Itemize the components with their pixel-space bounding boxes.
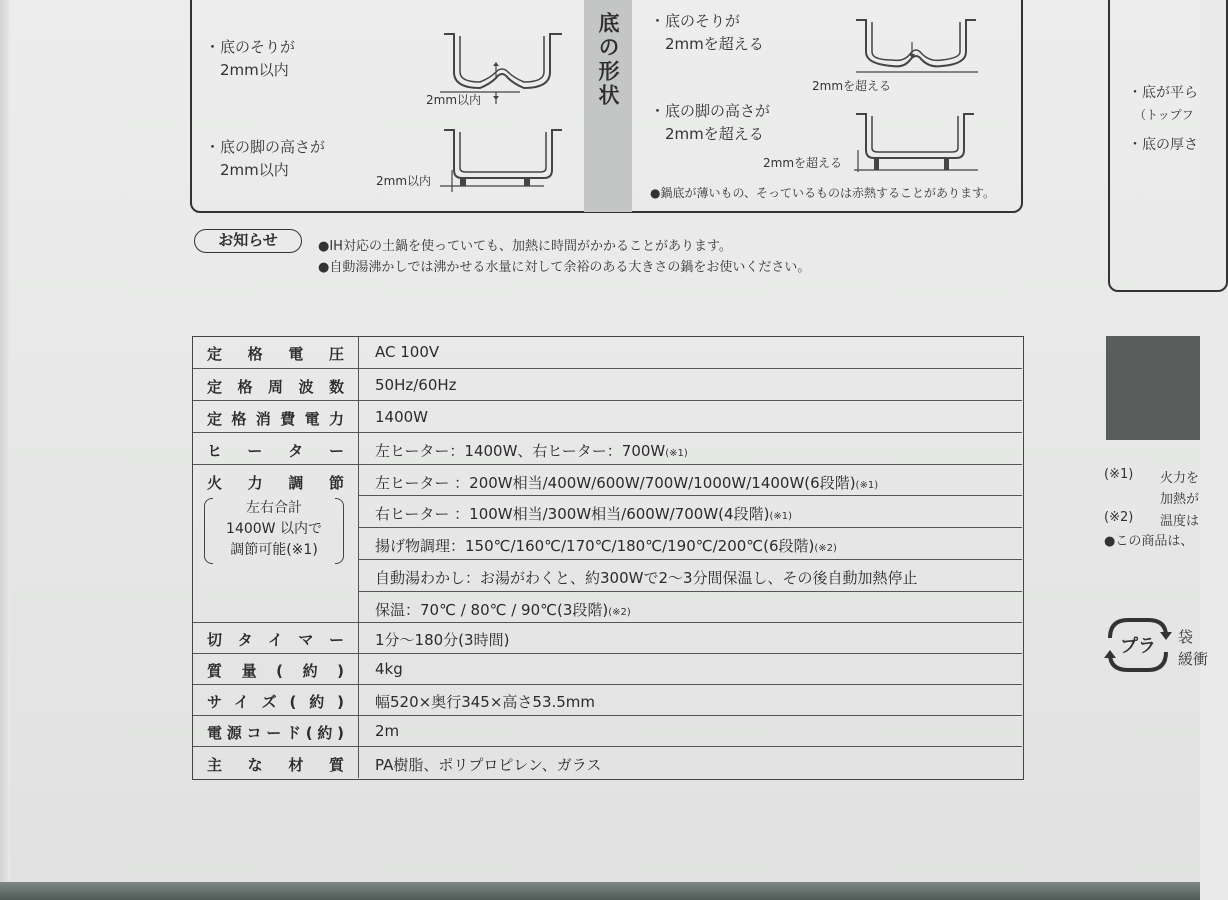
row-label-voltage: 定格電圧	[207, 345, 344, 363]
ng-warp-text: ・底のそりが 2mmを超える	[650, 12, 764, 53]
power-control-left-heater: 左ヒーター ：200W相当/400W/600W/700W/1000W/1400W(6段階)(※1)	[375, 474, 879, 492]
table-row	[193, 746, 1022, 778]
bottom-shape-heading: 底の形状	[596, 12, 620, 108]
note1-mark: (※1)	[1104, 467, 1134, 482]
row-value-heater: 左ヒーター：1400W、右ヒーター：700W(※1)	[375, 442, 688, 460]
row-value-power: 1400W	[375, 408, 429, 426]
ng-warp-dimension: 2mmを超える	[812, 79, 892, 93]
dark-panel	[1106, 336, 1200, 440]
table-row	[193, 715, 1022, 746]
power-control-frying: 揚げ物調理：150℃/160℃/170℃/180℃/190℃/200℃(6段階)(※2)	[375, 537, 837, 555]
plastic-recycle-icon	[1104, 614, 1174, 676]
box-edge-bottom	[0, 882, 1200, 900]
power-control-auto-boil: 自動湯わかし：お湯がわくと、約300Wで2～3分間保温し、その後自動加熱停止	[375, 569, 918, 587]
row-label-mass: 質量(約)	[207, 662, 344, 680]
power-control-side-note	[204, 498, 344, 564]
flat-bottom-text: ・底が平ら	[1128, 85, 1198, 101]
note1-text: 火力を	[1160, 471, 1200, 486]
table-row	[193, 400, 1022, 432]
row-value-material: PA樹脂、ポリプロピレン、ガラス	[375, 756, 602, 774]
table-row	[193, 653, 1022, 684]
recycle-text-1: 袋	[1178, 628, 1194, 646]
box-edge-left	[0, 0, 10, 900]
row-value-timer: 1分～180分(3時間)	[375, 631, 510, 649]
row-value-cord: 2m	[375, 722, 400, 740]
pot-warped-ng-icon	[852, 14, 982, 84]
pot-legs-ok-icon	[440, 124, 568, 194]
note2-mark: (※2)	[1104, 510, 1134, 525]
recycle-mark-text: プラ	[1120, 636, 1156, 657]
notice-badge: お知らせ	[194, 229, 302, 253]
ok-warp-text: ・底のそりが 2mm以内	[205, 38, 296, 79]
side-note-line: 1400W 以内で	[226, 521, 322, 537]
flat-bottom-sub: （トップフ	[1134, 108, 1194, 122]
notice-line-1: ●IH対応の土鍋を使っていても、加熱に時間がかかることがあります。	[318, 239, 732, 254]
ok-legs-dimension: 2mm以内	[376, 174, 432, 188]
table-row	[193, 622, 1022, 653]
bottom-shape-band	[584, 0, 632, 212]
row-label-power-control: 火力調節	[207, 474, 344, 492]
row-label-heater: ヒーター	[207, 442, 344, 460]
power-control-keep-warm: 保温：70℃ / 80℃ / 90℃(3段階)(※2)	[375, 601, 631, 619]
power-control-right-heater: 右ヒーター ：100W相当/300W相当/600W/700W(4段階)(※1)	[375, 505, 792, 523]
bottom-thickness-text: ・底の厚さ	[1128, 137, 1198, 153]
ng-legs-text: ・底の脚の高さが 2mmを超える	[650, 102, 771, 143]
recycle-text-2: 緩衝	[1178, 650, 1209, 668]
row-label-cord: 電源コード(約)	[207, 724, 344, 742]
table-row	[193, 432, 1022, 464]
row-value-mass: 4kg	[375, 660, 403, 678]
note2-text: 温度は	[1160, 514, 1200, 529]
red-heat-footnote: ●鍋底が薄いもの、そっているものは赤熱することがあります。	[650, 186, 996, 200]
ok-legs-text: ・底の脚の高さが 2mm以内	[205, 138, 326, 179]
table-row	[193, 337, 1022, 368]
table-row	[193, 684, 1022, 715]
table-row	[193, 368, 1022, 400]
row-label-timer: 切タイマー	[207, 631, 344, 649]
row-label-power: 定格消費電力	[207, 410, 344, 428]
note3-text: ●この商品は、	[1104, 534, 1194, 549]
side-note-line: 左右合計	[246, 500, 302, 516]
row-label-frequency: 定格周波数	[207, 378, 344, 396]
pot-legs-ng-icon	[852, 110, 982, 176]
row-value-size: 幅520×奥行345×高さ53.5mm	[375, 693, 596, 711]
ok-warp-dimension: 2mm以内	[426, 93, 482, 107]
row-value-voltage: AC 100V	[375, 343, 440, 361]
row-label-size: サイズ(約)	[207, 693, 344, 711]
ng-legs-dimension: 2mmを超える	[763, 156, 843, 170]
row-value-frequency: 50Hz/60Hz	[375, 376, 457, 394]
note1-cont: 加熱が	[1160, 492, 1200, 507]
notice-line-2: ●自動湯沸かしでは沸かせる水量に対して余裕のある大きさの鍋をお使いください。	[318, 260, 811, 275]
row-label-material: 主な材質	[207, 756, 344, 774]
side-note-line: 調節可能(※1)	[230, 542, 318, 558]
